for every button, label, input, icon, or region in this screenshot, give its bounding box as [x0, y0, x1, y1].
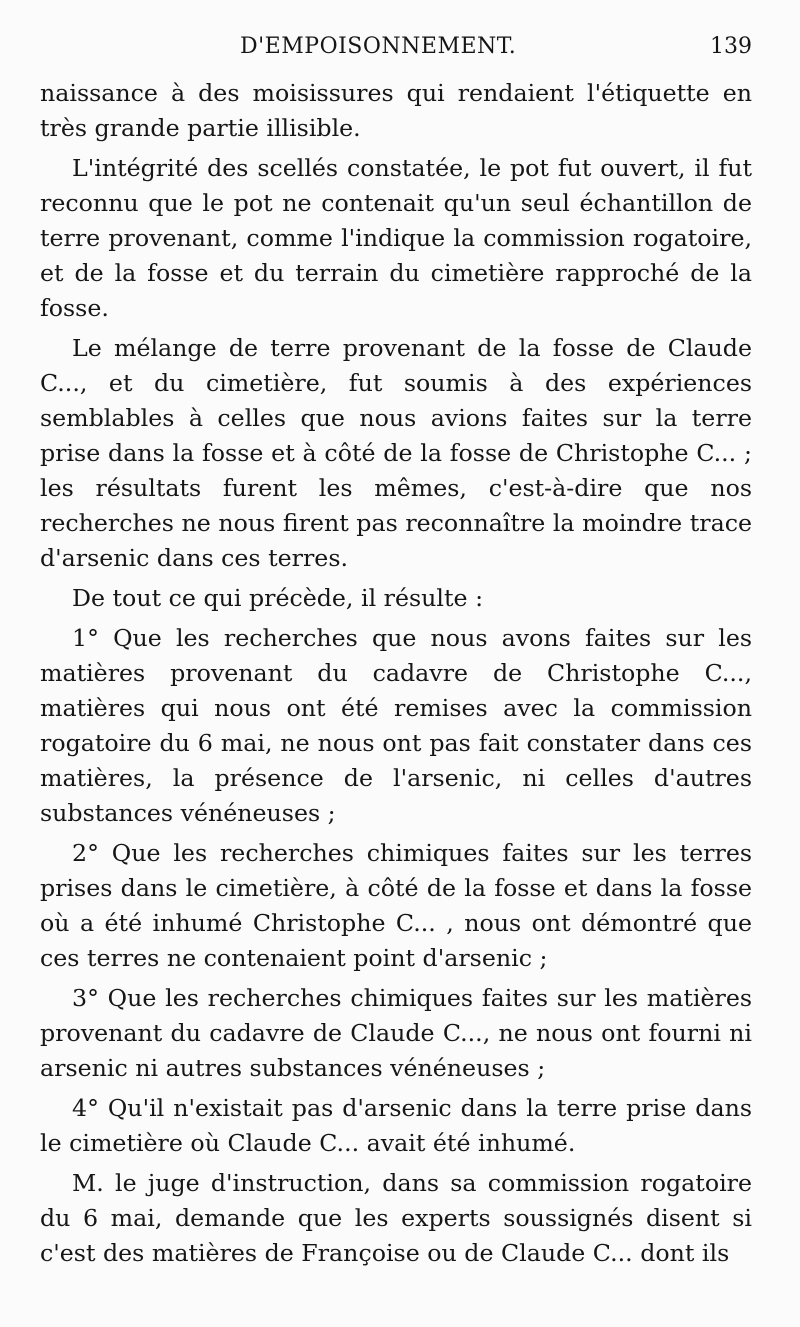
paragraph-conclusion-2: 2° Que les recherches chimiques faites sur les terres prises dans le cimetière, à côté de la fosse et dans la fosse où a été inhumé Christophe C... , nous ont démontré que ces terres ne contenaient point d'arsenic ; [40, 839, 752, 972]
page-header [40, 34, 752, 66]
paragraph-continued: naissance à des moisissures qui rendaient l'étiquette en très grande partie illisible. [40, 79, 752, 142]
paragraph-soil-mixture: Le mélange de terre provenant de la fosse de Claude C..., et du cimetière, fut soumis à des expériences semblables à celles que nous avions faites sur la terre prise dans la fosse et à côté de la fosse de Christophe C... ; les résultats furent les mêmes, c'est-à-dire que nos recherches ne nous firent pas reconnaître la moindre trace d'arsenic dans ces terres. [40, 334, 752, 572]
page-number: 139 [710, 34, 752, 59]
paragraph-judge-request: M. le juge d'instruction, dans sa commission rogatoire du 6 mai, demande que les experts soussignés disent si c'est des matières de Françoise ou de Claude C... dont ils [40, 1169, 752, 1267]
running-title: D'EMPOISONNEMENT. [240, 34, 517, 59]
paragraph-conclusion-intro: De tout ce qui précède, il résulte : [72, 584, 484, 612]
paragraph-conclusion-1: 1° Que les recherches que nous avons faites sur les matières provenant du cadavre de Christophe C..., matières qui nous ont été remises avec la commission rogatoire du 6 mai, ne nous ont pas fait constater dans ces matières, la présence de l'arsenic, ni celles d'autres substances vénéneuses ; [40, 624, 752, 827]
paragraph-seals-verified: L'intégrité des scellés constatée, le pot fut ouvert, il fut reconnu que le pot ne contenait qu'un seul échantillon de terre provenant, comme l'indique la commission rogatoire, et de la fosse et du terrain du cimetière rapproché de la fosse. [40, 154, 752, 322]
body-text [40, 76, 752, 1276]
paragraph-conclusion-3: 3° Que les recherches chimiques faites sur les matières provenant du cadavre de Claude C..., ne nous ont fourni ni arsenic ni autres substances vénéneuses ; [40, 984, 752, 1082]
paragraph-conclusion-4: 4° Qu'il n'existait pas d'arsenic dans la terre prise dans le cimetière où Claude C... avait été inhumé. [40, 1094, 752, 1157]
